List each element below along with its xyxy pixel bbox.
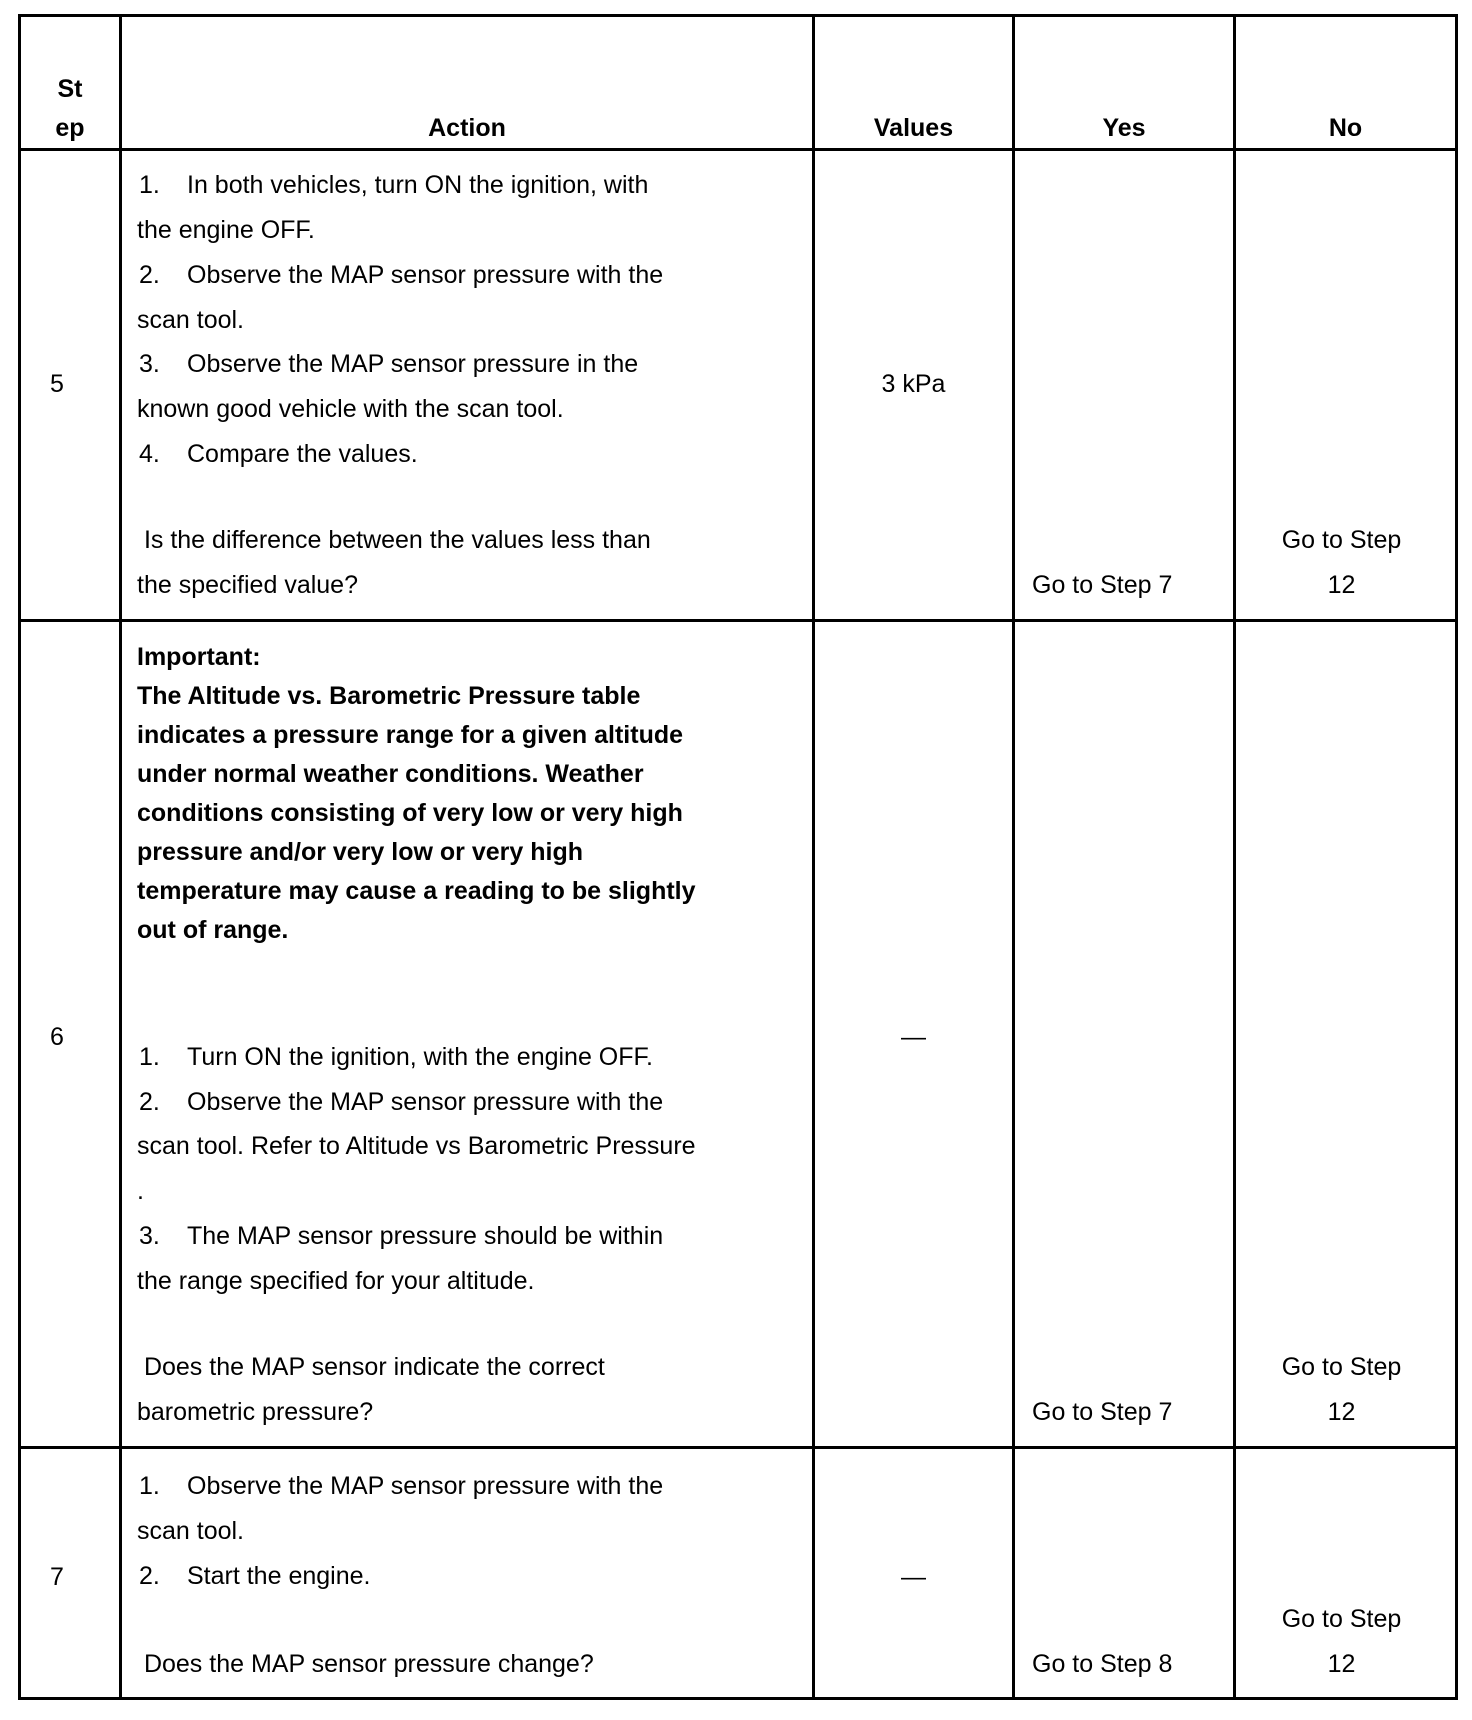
important-text: pressure and/or very low or very high — [137, 838, 583, 866]
table-border-top — [18, 14, 1458, 17]
important-text: indicates a pressure range for a given altitude — [137, 721, 684, 749]
list-number: 2. — [139, 1562, 160, 1590]
action-text: Turn ON the ignition, with the engine OFF. — [187, 1043, 653, 1071]
action-line — [136, 1035, 653, 1080]
no-link-line1: Go to Step — [1281, 1605, 1402, 1633]
header-yes: Yes — [1102, 114, 1146, 142]
row-divider — [18, 619, 1458, 622]
action-text: Observe the MAP sensor pressure with the — [187, 1472, 664, 1500]
value-text: 3 kPa — [881, 370, 946, 398]
column-divider — [1233, 14, 1236, 1700]
list-number: 4. — [139, 440, 160, 468]
action-text: scan tool. — [137, 306, 245, 334]
table-border-left — [18, 14, 21, 1700]
value-text: — — [901, 1563, 926, 1591]
no-link[interactable] — [1236, 518, 1447, 608]
list-number: 2. — [139, 1088, 160, 1116]
action-text: The MAP sensor pressure should be within — [187, 1222, 664, 1250]
action-line — [136, 342, 638, 387]
list-number: 1. — [139, 1472, 160, 1500]
action-line — [136, 163, 648, 208]
header-divider — [18, 148, 1458, 151]
header-step — [21, 70, 119, 148]
action-text: scan tool. Refer to Altitude vs Barometric Pressure — [137, 1132, 696, 1160]
column-divider — [1012, 14, 1015, 1700]
no-link-line2: 12 — [1327, 571, 1356, 599]
action-text: Observe the MAP sensor pressure with the — [187, 1088, 664, 1116]
list-number: 3. — [139, 1222, 160, 1250]
list-number: 3. — [139, 350, 160, 378]
no-link[interactable] — [1236, 1597, 1447, 1687]
column-divider — [119, 14, 122, 1700]
yes-link[interactable]: Go to Step 8 — [1032, 1650, 1173, 1678]
header-no: No — [1328, 114, 1363, 142]
action-text: scan tool. — [137, 1517, 245, 1545]
list-number: 1. — [139, 1043, 160, 1071]
action-line — [136, 432, 418, 477]
action-line — [136, 1214, 663, 1259]
table-border-bottom — [18, 1697, 1458, 1700]
header-values: Values — [873, 114, 954, 142]
no-link[interactable] — [1236, 1345, 1447, 1435]
step-number: 7 — [50, 1563, 64, 1591]
action-line — [136, 1554, 370, 1599]
action-line — [136, 1464, 663, 1509]
important-label: Important: — [137, 643, 261, 671]
header-step-line2: ep — [55, 114, 85, 142]
table-border-right — [1455, 14, 1458, 1700]
important-text: conditions consisting of very low or very high — [137, 799, 683, 827]
no-link-line2: 12 — [1327, 1650, 1356, 1678]
no-link-line1: Go to Step — [1281, 526, 1402, 554]
action-text: the engine OFF. — [137, 216, 315, 244]
action-text: Start the engine. — [187, 1562, 371, 1590]
question-text: Is the difference between the values less than — [137, 526, 651, 554]
action-text: known good vehicle with the scan tool. — [137, 395, 564, 423]
action-text: Observe the MAP sensor pressure with the — [187, 261, 664, 289]
header-action: Action — [428, 114, 506, 142]
question-text: barometric pressure? — [137, 1398, 374, 1426]
action-text: the range specified for your altitude. — [137, 1267, 535, 1295]
row-divider — [18, 1446, 1458, 1449]
important-text: under normal weather conditions. Weather — [137, 760, 644, 788]
no-link-line1: Go to Step — [1281, 1353, 1402, 1381]
important-text: The Altitude vs. Barometric Pressure table — [137, 682, 641, 710]
step-number: 6 — [50, 1023, 64, 1051]
question-text: the specified value? — [137, 571, 358, 599]
step-number: 5 — [50, 370, 64, 398]
action-text: Observe the MAP sensor pressure in the — [187, 350, 639, 378]
no-link-line2: 12 — [1327, 1398, 1356, 1426]
header-step-line1: St — [57, 75, 83, 103]
value-text: — — [901, 1023, 926, 1051]
action-line — [136, 253, 663, 298]
question-text: Does the MAP sensor pressure change? — [137, 1650, 594, 1678]
important-text: temperature may cause a reading to be slightly — [137, 877, 696, 905]
yes-link[interactable]: Go to Step 7 — [1032, 1398, 1173, 1426]
action-text: Compare the values. — [187, 440, 418, 468]
action-line — [136, 1080, 663, 1125]
list-number: 2. — [139, 261, 160, 289]
question-text: Does the MAP sensor indicate the correct — [137, 1353, 605, 1381]
action-text: . — [137, 1177, 144, 1205]
action-text: In both vehicles, turn ON the ignition, with — [187, 171, 649, 199]
yes-link[interactable]: Go to Step 7 — [1032, 571, 1173, 599]
column-divider — [812, 14, 815, 1700]
list-number: 1. — [139, 171, 160, 199]
important-text: out of range. — [137, 916, 289, 944]
